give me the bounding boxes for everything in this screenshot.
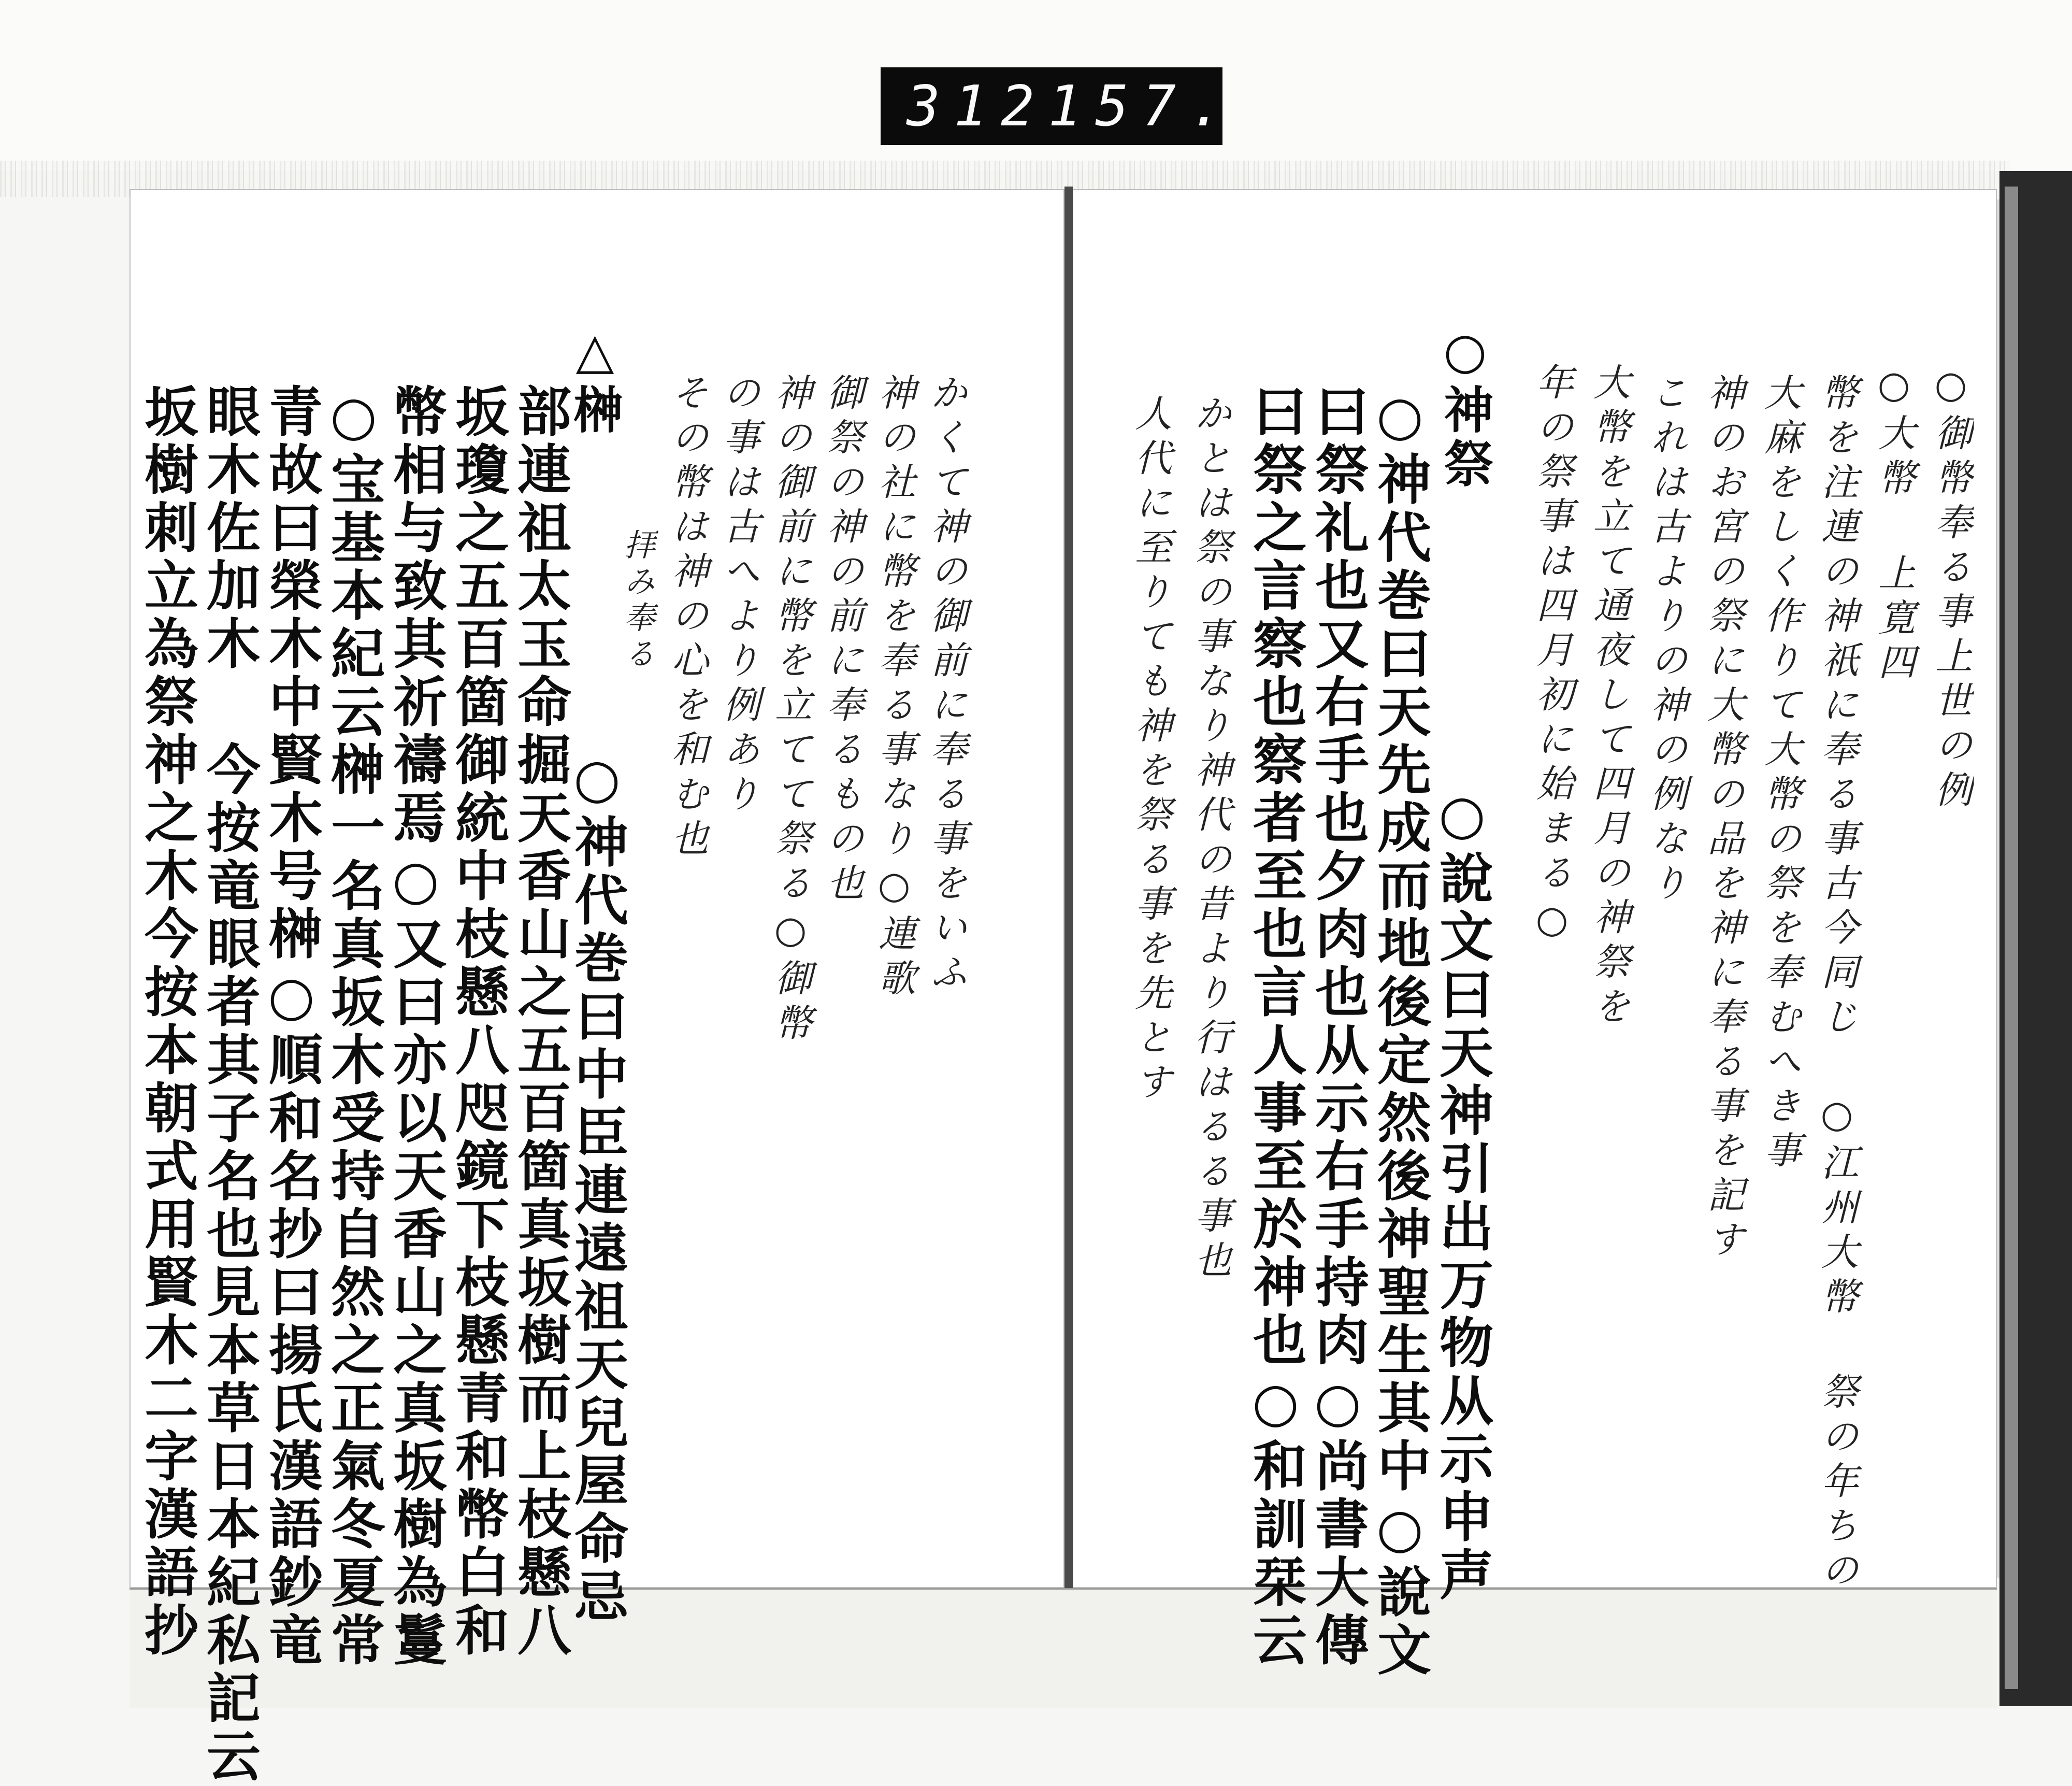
- scan-right-border-inner: [2005, 187, 2018, 1689]
- archive-number-plate: [881, 67, 1237, 145]
- left-col-3: 御祭の神の前に奉るもの也: [821, 373, 864, 908]
- right-col-3: 幣を注連の神祇に奉る事古今同じ ○江州大幣 祭の年ちの: [1815, 373, 1859, 1595]
- right-col-1: ○御幣奉る事上世の例: [1929, 363, 1973, 815]
- left-body-col-4: ○宝基本紀云榊一名真坂木受持自然之正氣冬夏常: [322, 383, 385, 1670]
- right-col-4: 大麻をしく作りて大幣の祭を奉むへき事: [1758, 373, 1802, 1175]
- left-col-1: かくて神の御前に奉る事をいふ: [924, 373, 968, 997]
- right-inline-heading: ○說文曰天神引出万物从示申声: [1430, 782, 1494, 1605]
- book-gutter: [1064, 187, 1073, 1596]
- right-col-7: 大幣を立て通夜して四月の神祭を: [1587, 363, 1631, 1031]
- left-col-2: 神の社に幣を奉る事なり○連歌: [872, 373, 916, 1003]
- left-body-col-7: 坂樹刺立為祭神之木今按本朝式用賢木二字漢語抄: [135, 383, 199, 1660]
- plate-right-number: 157.: [1048, 74, 1237, 139]
- left-body-col-1: 部連祖太玉命掘天香山之五百箇真坂樹而上枝懸八: [508, 383, 572, 1660]
- right-heading: ○神祭: [1436, 321, 1494, 492]
- right-col-6: これは古よりの神の例なり: [1644, 373, 1688, 908]
- left-col-6: その幣は神の心を和む也: [665, 373, 709, 863]
- left-first-line: ○神代巻曰中臣連遠祖天兒屋命忌: [565, 746, 629, 1626]
- right-col-9: ○神代巻曰天先成而地後定然後神聖生其中○說文: [1368, 383, 1432, 1680]
- left-heading: △榊: [566, 321, 624, 438]
- left-col-7: 拝み奉る: [619, 528, 655, 674]
- plate-left-number: 312: [906, 74, 1048, 139]
- right-col-8: 年の祭事は四月初に始まる○: [1530, 363, 1574, 948]
- right-col-13: 人代に至りても神を祭る事を先とす: [1129, 394, 1172, 1107]
- left-body-col-2: 坂瓊之五百箇御統中枝懸八咫鏡下枝懸青和幣白和: [446, 383, 510, 1660]
- right-col-5: 神のお宮の祭に大幣の品を神に奉る事を記す: [1701, 373, 1745, 1264]
- left-body-col-6: 眼木佐加木 今按竜眼者其子名也見本草日本紀私記云: [197, 383, 261, 1786]
- right-col-2: ○大幣 上寛四: [1872, 363, 1916, 687]
- left-body-col-5: 青故曰榮木中賢木号榊○順和名抄曰揚氏漢語鈔竜: [260, 383, 323, 1670]
- right-col-12: かとは祭の事なり神代の昔より行はるる事也: [1188, 394, 1232, 1285]
- right-col-11: 曰祭之言察也察者至也言人事至於神也○和訓栞云: [1244, 383, 1307, 1670]
- left-col-4: 神の御前に幣を立てて祭る○御幣: [769, 373, 812, 1048]
- left-body-col-3: 幣相与致其祈禱焉○又曰亦以天香山之真坂樹為鬘: [384, 383, 448, 1670]
- right-col-10: 曰祭礼也又右手也夕肉也从示右手持肉○尚書大傳: [1306, 383, 1370, 1670]
- left-col-5: の事は古へより例あり: [717, 373, 760, 819]
